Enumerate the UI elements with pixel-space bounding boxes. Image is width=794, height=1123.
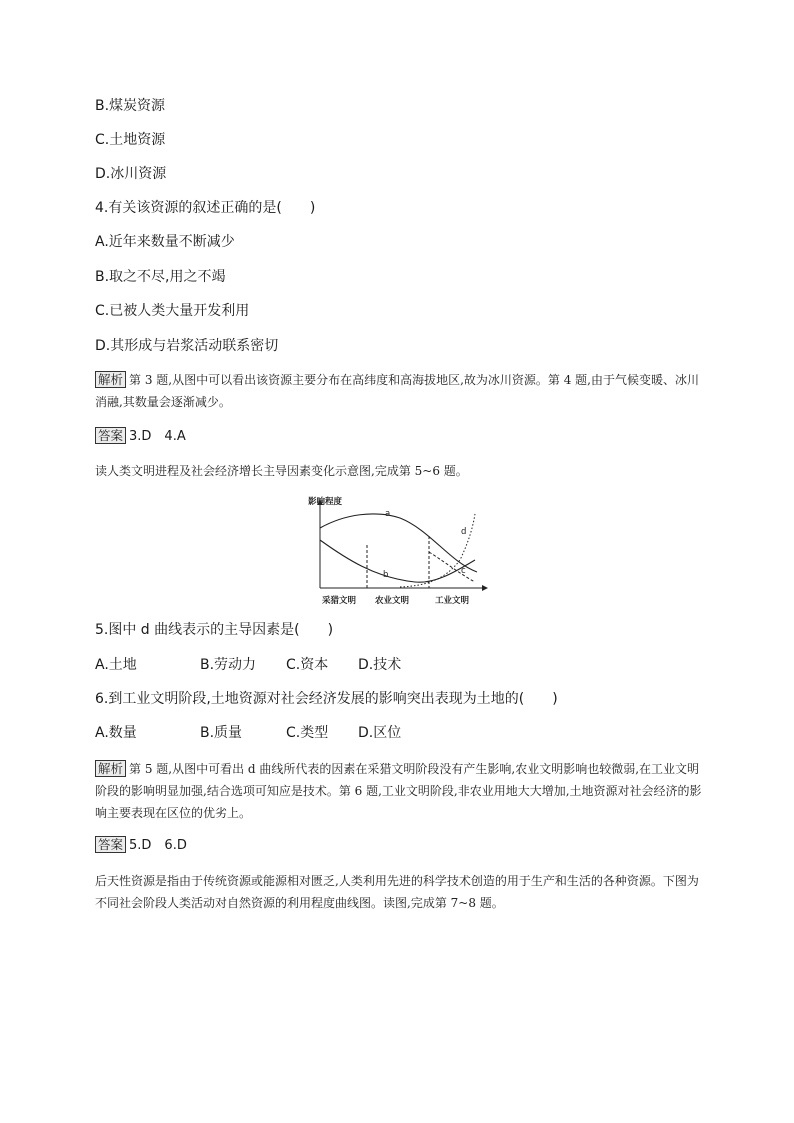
q6-options [95,723,401,743]
q4-option-a: A.近年来数量不断减少 [95,234,235,250]
q6-option-a: A.数量 [95,725,137,741]
answer-text: 5.D 6.D [129,838,187,853]
curve-d [400,514,475,587]
stage-label-hunting: 采猎文明 [322,596,357,606]
q6-option-b: B.质量 [200,725,243,741]
q4-stem: 4.有关该资源的叙述正确的是( ) [95,200,316,216]
q5-option-c: C.资本 [286,657,329,673]
curve-a [320,514,477,572]
q5-options [95,655,401,675]
answer-text: 3.D 4.A [129,429,186,444]
q4-option-d: D.其形成与岩浆活动联系密切 [95,338,279,354]
stage-label-agriculture: 农业文明 [375,596,410,606]
intro-q5-6: 读人类文明进程及社会经济增长主导因素变化示意图,完成第 5~6 题。 [95,464,468,478]
answer-tag: 答案 [95,836,126,853]
q5-option-a: A.土地 [95,657,137,673]
q5-stem: 5.图中 d 曲线表示的主导因素是( ) [95,622,334,638]
curve-label-d: d [461,527,467,537]
q3-option-d: D.冰川资源 [95,166,167,182]
curve-b [320,540,475,582]
q5-option-d: D.技术 [358,657,402,673]
q6-option-c: C.类型 [286,725,329,741]
curve-label-c: c [461,566,466,576]
curve-label-a: a [385,509,391,519]
q5-option-b: B.劳动力 [200,657,257,673]
analysis-tag: 解析 [95,760,126,777]
analysis-block-1 [95,369,705,413]
analysis-text: 第 3 题,从图中可以看出该资源主要分布在高纬度和高海拔地区,故为冰川资源。第 4 题,由于气候变暖、冰川消融,其数量会逐渐减少。 [95,373,699,409]
q4-option-b: B.取之不尽,用之不竭 [95,269,226,285]
y-axis-label: 影响程度 [308,497,343,507]
q4-option-c: C.已被人类大量开发利用 [95,303,250,319]
analysis-block-2 [95,758,705,824]
curve-label-b: b [383,570,389,580]
q6-option-d: D.区位 [358,725,402,741]
answer-block-1 [95,427,186,447]
answer-block-2 [95,836,187,856]
stage-label-industry: 工业文明 [435,596,470,606]
answer-tag: 答案 [95,427,126,444]
civilization-factor-chart [305,490,490,608]
intro-q7-8: 后天性资源是指由于传统资源或能源相对匮乏,人类利用先进的科学技术创造的用于生产和生活的各种资源。下图为不同社会阶段人类活动对自然资源的利用程度曲线图。读图,完成第 7~8 题。 [95,874,699,910]
q3-option-c: C.土地资源 [95,132,166,148]
q6-stem: 6.到工业文明阶段,土地资源对社会经济发展的影响突出表现为土地的( ) [95,691,558,707]
analysis-tag: 解析 [95,371,126,388]
analysis-text: 第 5 题,从图中可看出 d 曲线所代表的因素在采猎文明阶段没有产生影响,农业文明影响也较微弱,在工业文明阶段的影响明显加强,结合选项可知应是技术。第 6 题,工业文明阶段,非农业用地大大增加,土地资源对社会经济的影响主要表现在区位的优劣上。 [95,762,702,820]
q3-option-b: B.煤炭资源 [95,98,166,114]
